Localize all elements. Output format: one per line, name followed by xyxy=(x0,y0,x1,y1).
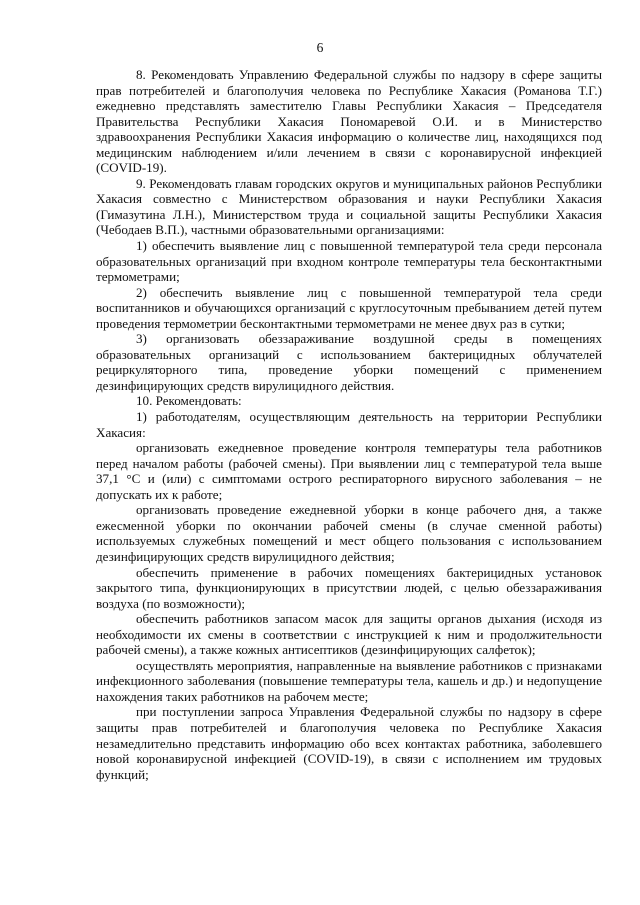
subparagraph-9-1: 1) обеспечить выявление лиц с повышенной температурой тела среди персонала образовательных организаций при входном контроле температуры тела бесконтактными термометрами; xyxy=(96,238,602,285)
subparagraph-9-3: 3) организовать обеззараживание воздушной среды в помещениях образовательных организаций с использованием бактерицидных облучателей рециркуляторного типа, проведение уборки помещений с применением дезинфицирующих средств вирулицидного действия. xyxy=(96,331,602,393)
employer-duty-detection: осуществлять мероприятия, направленные на выявление работников с признаками инфекционного заболевания (повышение температуры тела, кашель и др.) и недопущение нахождения таких работников на рабочем месте; xyxy=(96,657,602,704)
employer-duty-cleaning: организовать проведение ежедневной уборки в конце рабочего дня, а также ежесменной уборки по окончании рабочей смены (в случае сменной работы) используемых служебных помещений и мест общего пользования с использованием дезинфицирующих средств вирулицидного действия; xyxy=(96,502,602,564)
employer-duty-contact-info: при поступлении запроса Управления Федеральной службы по надзору в сфере защиты прав потребителей и благополучия человека по Республике Хакасия незамедлительно представить информацию обо всех контактах работника, заболевшего новой коронавирусной инфекцией (COVID-19), в связи с исполнением им трудовых функций; xyxy=(96,704,602,782)
paragraph-item-10: 10. Рекомендовать: xyxy=(136,393,242,409)
paragraph-item-8: 8. Рекомендовать Управлению Федеральной службы по надзору в сфере защиты прав потребителей и благополучия человека по Республике Хакасия (Романова Т.Г.) ежедневно представлять заместителю Главы Республики Хакасия – Председателя Правительства Республики Хакасия Пономаревой О.И. и в Министерство здравоохранения Республики Хакасия информацию о количестве лиц, находящихся под медицинским наблюдением и/или лечением в связи с коронавирусной инфекцией (COVID-19). xyxy=(96,67,602,176)
employer-duty-air-disinfection: обеспечить применение в рабочих помещениях бактерицидных установок закрытого типа, функционирующих в присутствии людей, с целью обеззараживания воздуха (по возможности); xyxy=(96,564,602,611)
employer-duty-temperature: организовать ежедневное проведение контроля температуры тела работников перед началом работы (рабочей смены). При выявлении лиц с температурой тела выше 37,1 °C и (или) с симптомами острого респираторного вирусного заболевания – не допускать их к работе; xyxy=(96,440,602,502)
employer-duty-masks: обеспечить работников запасом масок для защиты органов дыхания (исходя из необходимости их смены в соответствии с инструкцией к ним и продолжительности рабочей смены), а также кожных антисептиков (дезинфицирующих салфеток); xyxy=(96,611,602,658)
paragraph-item-9: 9. Рекомендовать главам городских округов и муниципальных районов Республики Хакасия совместно с Министерством образования и науки Республики Хакасия (Гимазутина Л.Н.), Министерством труда и социальной защиты Республики Хакасия (Чебодаев В.П.), частными образовательными организациями: xyxy=(96,175,602,238)
subparagraph-10-1: 1) работодателям, осуществляющим деятельность на территории Республики Хакасия: xyxy=(96,409,602,440)
subparagraph-9-2: 2) обеспечить выявление лиц с повышенной температурой тела среди воспитанников и обучающихся организаций с круглосуточным пребыванием детей путем проведения термометрии бесконтактными термометрами не менее двух раз в сутки; xyxy=(96,284,602,331)
page-number: 6 xyxy=(316,40,324,55)
document-body xyxy=(96,67,602,782)
